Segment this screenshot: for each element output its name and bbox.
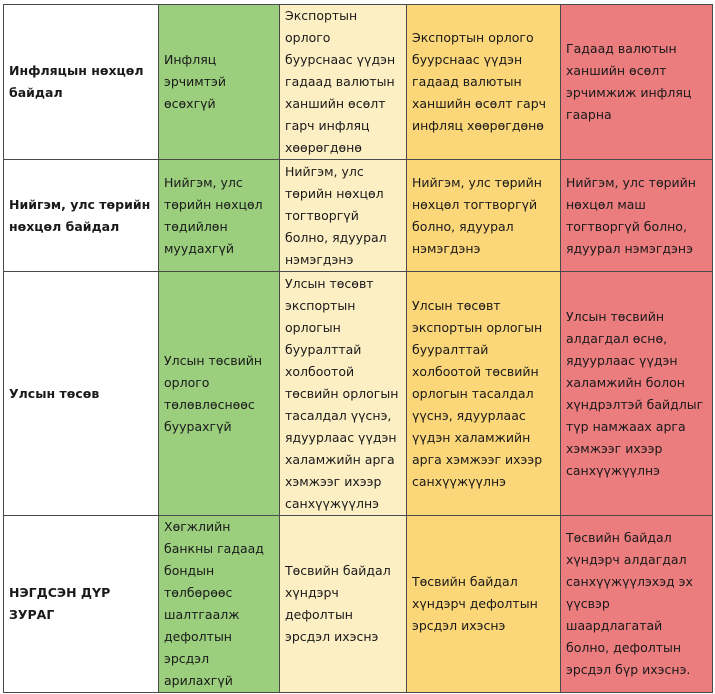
table-row-budget [4, 272, 713, 516]
cell-summary-red: Төсвийн байдал хүндэрч алдагдал санхүүжүүлэхэд эх үүсвэр шаардлагатай болно, дефолтын эрсдэл бүр ихэснэ. [561, 516, 713, 693]
cell-inflation-red: Гадаад валютын ханшийн өсөлт эрчимжиж инфляц гаарна [561, 5, 713, 160]
cell-social-light-yellow: Нийгэм, улс төрийн нөхцөл тогтворгүй болно, ядуурал нэмэгдэнэ [280, 160, 407, 272]
scenario-matrix-table [3, 4, 713, 693]
row-label-budget: Улсын төсөв [4, 272, 159, 516]
table-row-summary [4, 516, 713, 693]
cell-social-green: Нийгэм, улс төрийн нөхцөл төдийлөн муудахгүй [159, 160, 280, 272]
table-row-inflation [4, 5, 713, 160]
row-label-social-political: Нийгэм, улс төрийн нөхцөл байдал [4, 160, 159, 272]
cell-inflation-light-yellow: Экспортын орлого буурснаас үүдэн гадаад валютын ханшийн өсөлт гарч инфляц хөөрөгдөнө [280, 5, 407, 160]
cell-inflation-yellow: Экспортын орлого буурснаас үүдэн гадаад валютын ханшийн өсөлт гарч инфляц хөөрөгдөнө [407, 5, 561, 160]
cell-social-yellow: Нийгэм, улс төрийн нөхцөл тогтворгүй болно, ядуурал нэмэгдэнэ [407, 160, 561, 272]
row-label-inflation: Инфляцын нөхцөл байдал [4, 5, 159, 160]
table-row-social-political [4, 160, 713, 272]
cell-budget-light-yellow: Улсын төсөвт экспортын орлогын бууралттай холбоотой төсвийн орлогын тасалдал үүснэ, ядуурлаас үүдэн халамжийн арга хэмжээг ихээр санхүүжүүлнэ [280, 272, 407, 516]
cell-social-red: Нийгэм, улс төрийн нөхцөл маш тогтворгүй болно, ядуурал нэмэгдэнэ [561, 160, 713, 272]
cell-summary-light-yellow: Төсвийн байдал хүндэрч дефолтын эрсдэл ихэснэ [280, 516, 407, 693]
cell-budget-green: Улсын төсвийн орлого төлөвлөснөөс буурахгүй [159, 272, 280, 516]
row-label-summary: НЭГДСЭН ДҮР ЗУРАГ [4, 516, 159, 693]
cell-summary-green: Хөгжлийн банкны гадаад бондын төлбөрөөс шалтгаалж дефолтын эрсдэл арилахгүй [159, 516, 280, 693]
cell-budget-red: Улсын төсвийн алдагдал өснө, ядуурлаас үүдэн халамжийн болон хүндрэлтэй байдлыг түр намжаах арга хэмжээг ихээр санхүүжүүлнэ [561, 272, 713, 516]
cell-inflation-green: Инфляц эрчимтэй өсөхгүй [159, 5, 280, 160]
cell-budget-yellow: Улсын төсөвт экспортын орлогын бууралттай холбоотой төсвийн орлогын тасалдал үүснэ, ядуурлаас үүдэн халамжийн арга хэмжээг ихээр санхүүжүүлнэ [407, 272, 561, 516]
cell-summary-yellow: Төсвийн байдал хүндэрч дефолтын эрсдэл ихэснэ [407, 516, 561, 693]
